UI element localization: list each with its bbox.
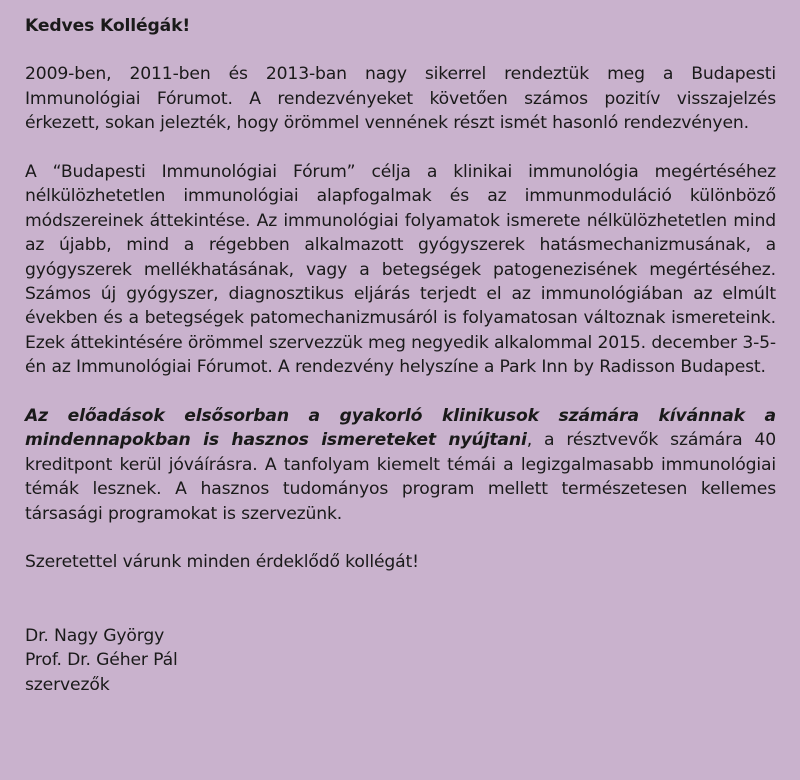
greeting: Kedves Kollégák! (25, 16, 191, 36)
signature-name-1: Dr. Nagy György (25, 625, 165, 646)
paragraph-forum-goal: A “Budapesti Immunológiai Fórum” célja a klinikai immunológia megértéséhez nélkülözhetetlen immunológiai alapfogalmak és az immunmoduláció különböző módszereinek áttekintése. Az immunológiai folyamatok ismerete nélkülözhetetlen mind az újabb, mind a régebben alkalmazott gyógyszerek hatásmechanizmusának, a gyógyszerek mellékhatásának, vagy a betegségek patogenezisének megértéséhez. Számos új gyógyszer, diagnosztikus eljárás terjedt el az immunológiában az elmúlt években és a betegségek patomechanizmusáról is folyamatosan változnak ismereteink. Ezek áttekintésére örömmel szervezzük meg negyedik alkalommal 2015. december 3-5-én az Immunológiai Fórumot. A rendezvény helyszíne a Park Inn by Radisson Budapest. (25, 162, 776, 378)
signature-block (25, 624, 776, 697)
paragraph-intro: 2009-ben, 2011-ben és 2013-ban nagy sikerrel rendeztük meg a Budapesti Immunológiai Fórumot. A rendezvényeket követően számos pozitív visszajelzés érkezett, sokan jelezték, hogy örömmel vennének részt ismét hasonló rendezvényen. (25, 64, 776, 134)
signature-name-2: Prof. Dr. Géher Pál (25, 650, 178, 671)
signature-role: szervezők (25, 674, 110, 695)
paragraph-lectures (25, 404, 776, 526)
lectures-emphasis: Az előadások elsősorban a gyakorló klinikusok számára kívánnak a mindennapokban is hasznos ismereteket nyújtani (25, 406, 776, 451)
lectures-details: , a résztvevők számára 40 kreditpont kerül jóváírásra. A tanfolyam kiemelt témái a legizgalmasabb immunológiai témák lesznek. A hasznos tudományos program mellett természetesen kellemes társasági programokat is szervezünk. (25, 430, 777, 524)
closing-line: Szeretettel várunk minden érdeklődő kollégát! (25, 552, 419, 573)
